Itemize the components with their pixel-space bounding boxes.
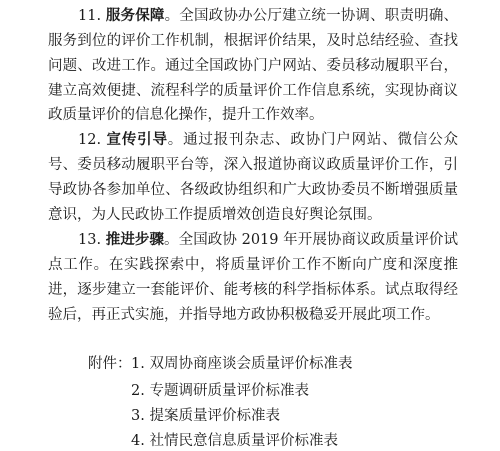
section-12-line-1 bbox=[78, 130, 458, 150]
attachment-item-1 bbox=[131, 354, 352, 374]
attachment-item-2 bbox=[131, 381, 309, 401]
section-11-text: 。全国政协办公厅建立统一协调、职责明确、 bbox=[164, 8, 459, 24]
attachment-4-title: 社情民意信息质量评价标准表 bbox=[149, 433, 338, 449]
section-12-line-2: 号、委员移动履职平台等，深入报道协商议政质量评价工作，引 bbox=[48, 157, 458, 173]
section-11-line-2: 服务到位的评价工作机制，根据评价结果，及时总结经验、查找 bbox=[48, 33, 458, 49]
attachment-2-title: 专题调研质量评价标准表 bbox=[149, 383, 309, 399]
attachment-3-title: 提案质量评价标准表 bbox=[149, 408, 280, 424]
section-11-line-3: 问题、改进工作。通过全国政协门户网站、委员移动履职平台， bbox=[48, 58, 458, 74]
section-12-heading: 宣传引导 bbox=[106, 132, 168, 148]
section-13-text: 。全国政协 2019 年开展协商议政质量评价试 bbox=[164, 232, 458, 248]
section-13-heading: 推进步骤 bbox=[105, 232, 165, 248]
attachment-4-number: 4. bbox=[131, 433, 145, 449]
attachment-3-number: 3. bbox=[131, 408, 145, 424]
section-11-line-1 bbox=[78, 6, 458, 26]
section-13-line-1 bbox=[78, 230, 458, 250]
section-12-number: 12. bbox=[78, 132, 102, 148]
attachment-1-number: 1. bbox=[131, 356, 145, 372]
section-11-line-5: 政质量评价的信息化操作，提升工作效率。 bbox=[48, 107, 324, 123]
section-11-heading: 服务保障 bbox=[105, 8, 165, 24]
section-13-line-3: 进，逐步建立一套能评价、能考核的科学指标体系。试点取得经 bbox=[48, 282, 458, 298]
section-13-line-4: 验后，再正式实施，并指导地方政协积极稳妥开展此项工作。 bbox=[48, 307, 440, 323]
attachment-label: 附件： bbox=[88, 356, 132, 372]
section-13-number: 13. bbox=[78, 232, 102, 248]
section-12-line-3: 导政协各参加单位、各级政协组织和广大政协委员不断增强质量 bbox=[48, 182, 458, 198]
section-12-text: 。通过报刊杂志、政协门户网站、微信公众 bbox=[167, 132, 459, 148]
attachment-item-3 bbox=[131, 406, 280, 426]
section-13-line-2: 点工作。在实践探索中，将质量评价工作不断向广度和深度推 bbox=[48, 257, 458, 273]
section-11-line-4: 建立高效便捷、流程科学的质量评价工作信息系统，实现协商议 bbox=[48, 83, 458, 99]
section-12-line-4: 意识，为人民政协工作提质增效创造良好舆论氛围。 bbox=[48, 207, 382, 223]
section-11-number: 11. bbox=[78, 8, 102, 24]
attachment-item-4 bbox=[131, 431, 338, 451]
attachment-2-number: 2. bbox=[131, 383, 145, 399]
attachment-1-title: 双周协商座谈会质量评价标准表 bbox=[149, 356, 353, 372]
